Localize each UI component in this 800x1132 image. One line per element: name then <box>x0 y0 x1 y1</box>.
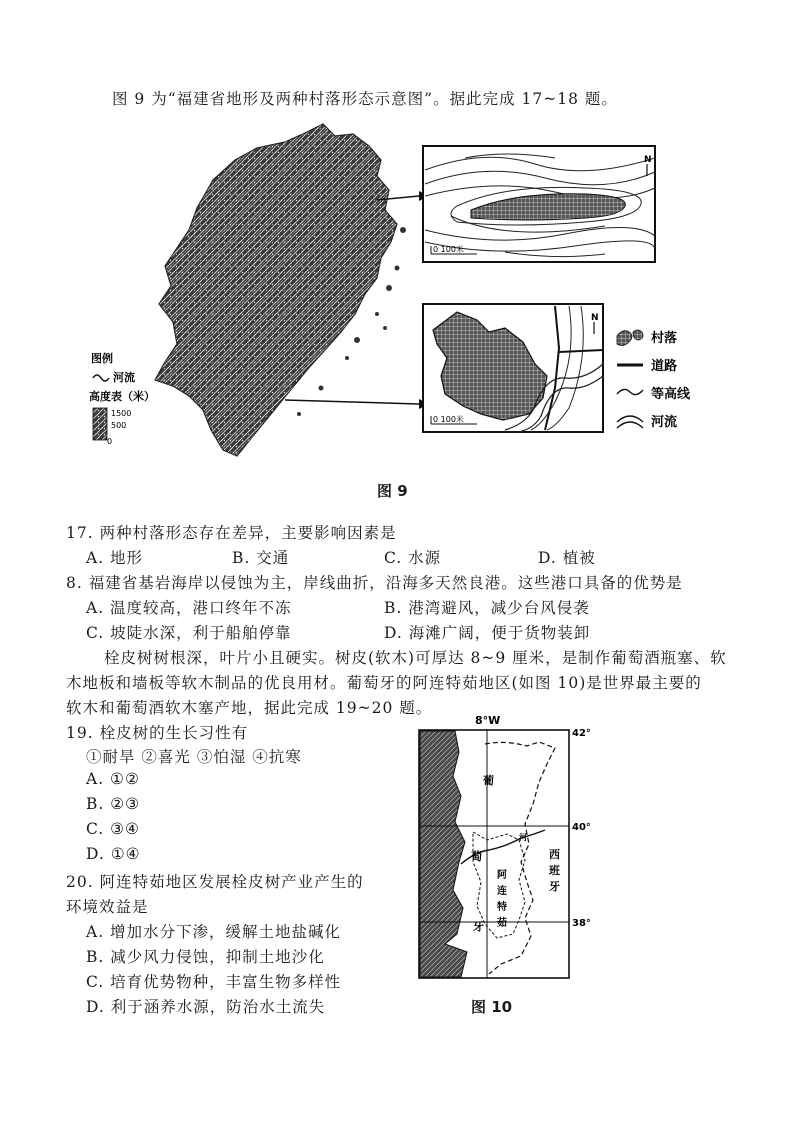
q18-stem: 8. 福建省基岩海岸以侵蚀为主，岸线曲折，沿海多天然良港。这些港口具备的优势是 <box>66 574 683 592</box>
inset-village-plain <box>423 304 603 432</box>
q20-stem-line-1: 20. 阿连特茹地区发展栓皮树产业产生的 <box>66 873 364 891</box>
legend-river-label: 河流 <box>113 371 135 384</box>
q18-option-b: B. 港湾避风，减少台风侵袭 <box>384 599 590 617</box>
lat-38: 38° <box>572 918 591 929</box>
key-contour: 等高线 <box>651 387 691 402</box>
key-river-icon <box>617 422 643 428</box>
scale-bar-2: 0 100米 <box>433 415 464 424</box>
arrow-to-inset-bottom <box>285 400 419 404</box>
scale-bar-1: 0 100米 <box>433 245 464 254</box>
q17-option-b: B. 交通 <box>232 549 290 567</box>
figure-9 <box>85 118 715 463</box>
q19-option-b: B. ②③ <box>86 795 141 813</box>
key-river: 河流 <box>651 415 678 430</box>
label-alentejo-4: 茹 <box>497 918 507 929</box>
elev-mid: 500 <box>111 421 127 430</box>
key-road: 道路 <box>651 359 678 374</box>
q19-option-c: C. ③④ <box>86 820 140 838</box>
elevation-bar <box>93 408 107 440</box>
figure9-key <box>617 330 691 430</box>
north-arrow-2: N <box>591 313 599 323</box>
intro-text: 图 9 为“福建省地形及两种村落形态示意图”。据此完成 17~18 题。 <box>112 90 618 108</box>
lat-40: 40° <box>572 822 591 833</box>
passage-line-2: 木地板和墙板等软木制品的优良用材。葡萄牙的阿连特茹地区(如图 10)是世界最主要的 <box>66 674 702 692</box>
north-arrow-1: N <box>644 155 652 165</box>
label-spain-3: 牙 <box>549 880 560 893</box>
label-alentejo-2: 连 <box>497 886 507 897</box>
inset-village-valley <box>423 146 655 262</box>
label-portugal-2: 萄 <box>471 850 482 863</box>
passage-line-1: 栓皮树树根深，叶片小且硬实。树皮(软木)可厚达 8~9 厘米，是制作葡萄酒瓶塞、软 <box>104 649 727 667</box>
longitude-label: 8°W <box>475 714 501 727</box>
label-alentejo-1: 阿 <box>497 870 507 881</box>
q17-stem: 17. 两种村落形态存在差异，主要影响因素是 <box>66 524 397 542</box>
label-spain-1: 西 <box>549 848 560 861</box>
figure10-caption: 图 10 <box>471 998 513 1016</box>
q20-option-a: A. 增加水分下渗，缓解土地盐碱化 <box>86 923 342 941</box>
passage-line-3: 软木和葡萄酒软木塞产地，据此完成 19~20 题。 <box>66 699 433 717</box>
lat-42: 42° <box>572 728 591 739</box>
q20-option-d: D. 利于涵养水源，防治水土流失 <box>86 998 326 1016</box>
elev-high: 1500 <box>111 409 132 418</box>
q19-items: ①耐旱 ②喜光 ③怕湿 ④抗寒 <box>86 748 302 766</box>
label-alentejo-3: 特 <box>497 902 507 913</box>
figure9-caption: 图 9 <box>377 482 408 500</box>
legend-elevation-title: 高度表（米） <box>89 390 155 403</box>
q18-option-a: A. 温度较高，港口终年不冻 <box>86 599 292 617</box>
key-village-icon <box>617 330 643 346</box>
figure-10 <box>415 712 605 994</box>
q18-option-d: D. 海滩广阔，便于货物装卸 <box>384 624 591 642</box>
q20-stem-line-2: 环境效益是 <box>66 898 149 916</box>
q19-stem: 19. 栓皮树的生长习性有 <box>66 724 249 742</box>
legend-title: 图例 <box>91 352 113 365</box>
q17-option-d: D. 植被 <box>538 549 596 567</box>
label-portugal-3: 牙 <box>473 920 484 933</box>
label-portugal-1: 葡 <box>483 774 494 787</box>
q20-option-c: C. 培育优势物种，丰富生物多样性 <box>86 973 342 991</box>
key-contour-icon <box>617 389 643 394</box>
q20-option-b: B. 减少风力侵蚀，抑制土地沙化 <box>86 948 325 966</box>
elev-low: 0 <box>107 437 113 446</box>
q19-option-d: D. ①④ <box>86 845 141 863</box>
label-spain-2: 班 <box>549 864 560 877</box>
q17-option-c: C. 水源 <box>384 549 442 567</box>
label-river: 河 <box>519 833 527 842</box>
q19-option-a: A. ①② <box>86 770 140 788</box>
legend-river-icon <box>93 375 109 381</box>
key-village: 村落 <box>651 331 678 346</box>
q18-option-c: C. 坡陡水深，利于船舶停靠 <box>86 624 292 642</box>
q17-option-a: A. 地形 <box>86 549 144 567</box>
